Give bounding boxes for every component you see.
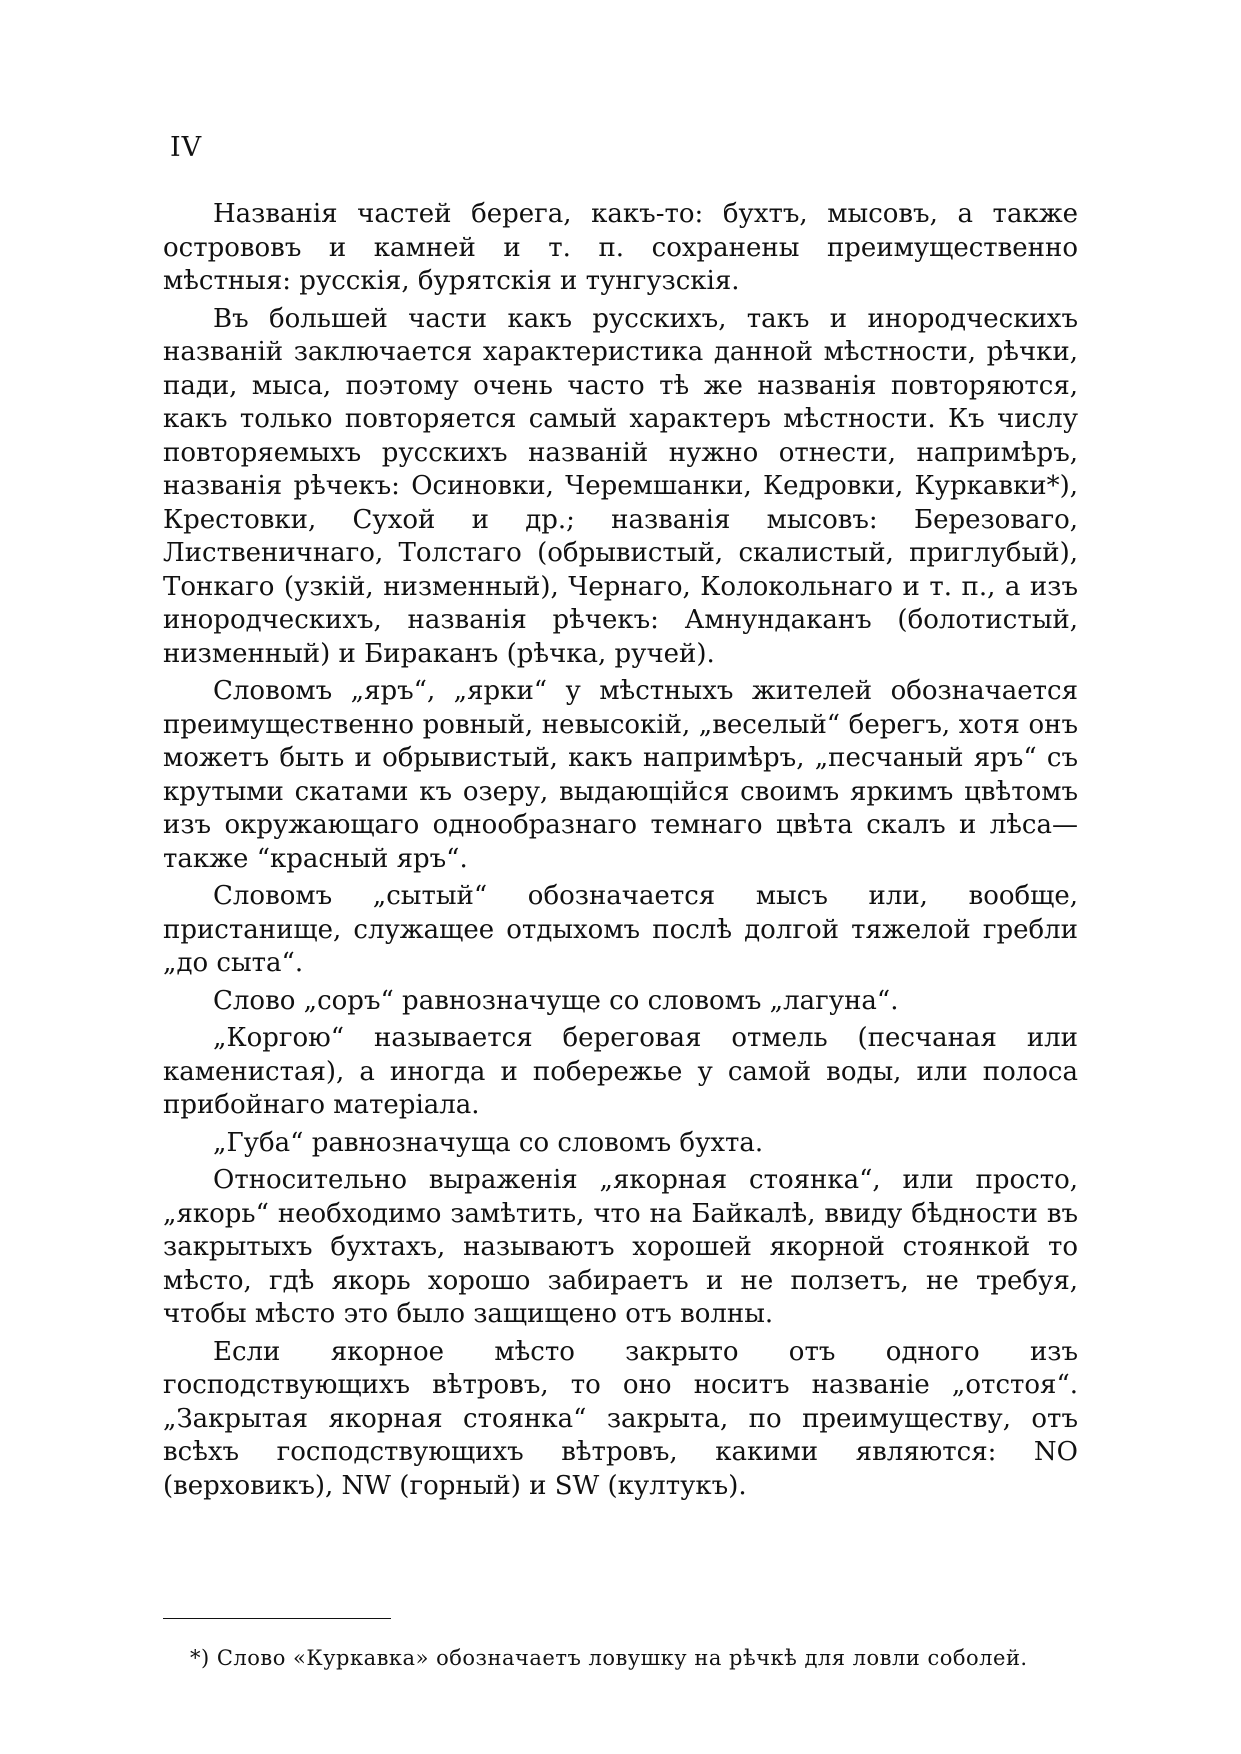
body-text [163,198,1078,1507]
paragraph: Словомъ „сытый“ обозначается мысъ или, вообще, пристанище, служащее отдыхомъ послѣ долгой тяжелой гребли „до сыта“. [163,881,1078,978]
paragraph: Названія частей берега, какъ-то: бухтъ, мысовъ, а также острововъ и камней и т. п. сохранены преимущественно мѣстныя: русскія, бурятскія и тунгузскія. [163,199,1078,296]
paragraph: „Губа“ равнозначуща со словомъ бухта. [213,1127,764,1158]
paragraph: Въ большей части какъ русскихъ, такъ и инородческихъ названій заключается характеристика данной мѣстности, рѣчки, пади, мыса, поэтому очень часто тѣ же названія повторяются, какъ только повторяется самый характеръ мѣстности. Къ числу повторяемыхъ русскихъ названій нужно отнести, напримѣръ, названія рѣчекъ: Осиновки, Черемшанки, Кедровки, Куркавки*), Крестовки, Сухой и др.; названія мысовъ: Березоваго, Лиственичнаго, Толстаго (обрывистый, скалистый, приглубый), Тонкаго (узкій, низменный), Чернаго, Колокольнаго и т. п., а изъ инородческихъ, названія рѣчекъ: Амнундаканъ (болотистый, низменный) и Бираканъ (рѣчка, ручей). [163,303,1078,669]
footnote-rule [163,1618,391,1619]
page-number: IV [170,132,203,163]
paragraph: Относительно выраженія „якорная стоянка“, или просто, „якорь“ необходимо замѣтить, что на Байкалѣ, ввиду бѣдности въ закрытыхъ бухтахъ, называютъ хорошей якорной стоянкой то мѣсто, гдѣ якорь хорошо забираетъ и не ползетъ, не требуя, чтобы мѣсто это было защищено отъ волны. [163,1165,1078,1329]
paragraph: Словомъ „яръ“, „ярки“ у мѣстныхъ жителей обозначается преимущественно ровный, невысокій, „веселый“ берегъ, хотя онъ можетъ быть и обрывистый, какъ напримѣръ, „песчаный яръ“ съ крутыми скатами къ озеру, выдающійся своимъ яркимъ цвѣтомъ изъ окружающаго однообразнаго темнаго цвѣта скалъ и лѣса—также “красный яръ“. [163,676,1078,874]
footnote-separator [163,1618,391,1619]
paragraph: Если якорное мѣсто закрыто отъ одного изъ господствующихъ вѣтровъ, то оно носитъ названіе „отстоя“. „Закрытая якорная стоянка“ закрыта, по преимуществу, отъ всѣхъ господствующихъ вѣтровъ, какими являются: NO (верховикъ), NW (горный) и SW (култукъ). [163,1336,1078,1501]
footnote: *) Слово «Куркавка» обозначаетъ ловушку на рѣчкѣ для ловли соболей. [190,1646,1028,1670]
paragraph: „Коргою“ называется береговая отмель (песчаная или каменистая), а иногда и побережье у самой воды, или полоса прибойнаго матеріала. [163,1023,1078,1120]
paragraph: Слово „соръ“ равнозначуще со словомъ „лагуна“. [213,985,899,1016]
